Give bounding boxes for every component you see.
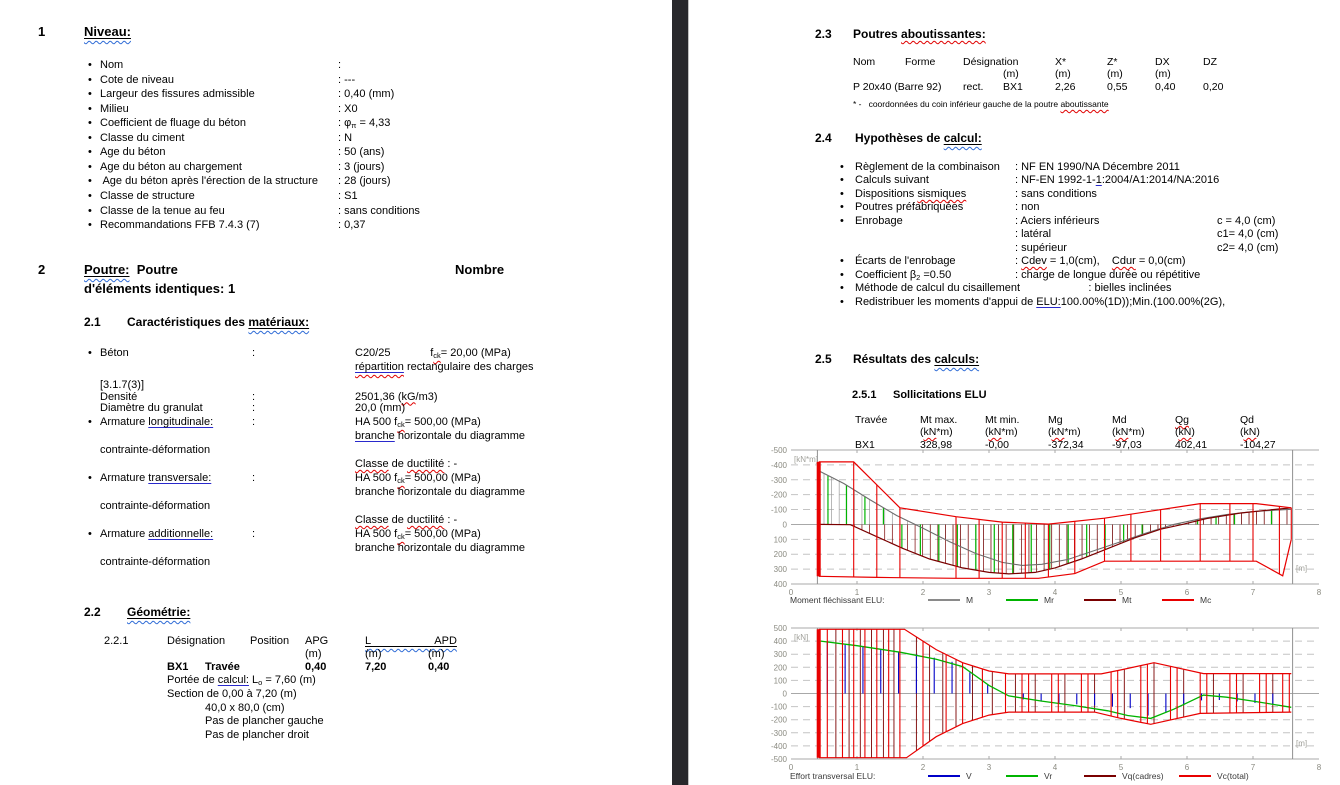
list-item: • Redistribuer les moments d'appui de ELU:100.00%(1D));Min.(100.00%(2G), [840, 295, 1226, 308]
svg-text:6: 6 [1184, 588, 1190, 597]
bullet-icon: • [840, 295, 844, 308]
bullet-icon: • [88, 102, 92, 115]
svg-text:400: 400 [773, 637, 787, 647]
table-cell: Travée [855, 414, 888, 426]
list-item: • Dispositions sismiques : sans conditions [840, 187, 1097, 200]
section-2-5-1-heading: Sollicitations ELU [893, 389, 987, 401]
svg-text:-100: -100 [770, 505, 787, 515]
table-cell: 0,40 [1155, 81, 1176, 93]
bullet-icon: • [840, 201, 844, 214]
section-2-5-number: 2.5 [815, 352, 832, 366]
table-cell: Pas de plancher gauche [205, 715, 324, 727]
table-cell: Forme [905, 56, 936, 68]
table-cell: Pas de plancher droit [205, 728, 309, 741]
list-item: • Calculs suivant : NF-EN 1992-1-1:2004/A1:2014/NA:2016 [840, 174, 1220, 187]
table-cell: (m) [1055, 68, 1071, 80]
section-2-heading-nombre: Nombre [455, 262, 505, 277]
svg-text:300: 300 [773, 565, 787, 575]
bullet-icon: • [840, 161, 844, 173]
list-item: • Age du béton : 50 (ans) [88, 146, 385, 159]
bullet-icon: • [840, 214, 844, 227]
bullet-icon: • [840, 174, 844, 187]
list-item: • Armature additionnelle: : HA 500 $f_{ck}= 500,00$ (MPa) [88, 528, 481, 541]
table-cell: (kN*m) [1112, 426, 1145, 438]
table-cell: APG [305, 635, 329, 647]
svg-text:-200: -200 [770, 490, 787, 500]
table-cell: (m) [365, 647, 382, 660]
bullet-icon: • [840, 282, 844, 295]
svg-text:100: 100 [773, 676, 787, 686]
bullet-icon: • [840, 187, 844, 200]
bullet-icon: • [88, 219, 92, 232]
svg-text:1: 1 [854, 588, 860, 597]
section-2-1-number: 2.1 [84, 315, 101, 329]
table-cell: P 20x40 (Barre 92) [853, 81, 942, 93]
bullet-icon: • [88, 88, 92, 101]
svg-text:-500: -500 [770, 446, 787, 455]
svg-text:[kN*m]: [kN*m] [794, 455, 818, 464]
table-cell: -372,34 [1048, 439, 1084, 451]
legend-line-swatch [928, 775, 960, 777]
svg-text:100: 100 [773, 535, 787, 545]
table-cell: Mt min. [985, 414, 1020, 426]
svg-text:[m]: [m] [1296, 739, 1308, 748]
section-1-number: 1 [38, 24, 46, 39]
legend-item: Mt [1084, 595, 1162, 605]
legend-line-swatch [928, 599, 960, 601]
section-2-4-number: 2.4 [815, 131, 832, 145]
bullet-icon: • [88, 204, 92, 217]
list-item: • Règlement de la combinaison : NF EN 1990/NA Décembre 2011 [840, 161, 1180, 173]
table-cell: (kN) [1240, 426, 1260, 438]
table-cell: 328,98 [920, 439, 953, 451]
bullet-icon: • [88, 472, 92, 484]
chart2-svg [740, 621, 1340, 773]
list-item: branche horizontale du diagramme [355, 486, 525, 498]
section-1-heading: Niveau: [84, 24, 131, 39]
list-item: Diamètre du granulat : 20,0 (mm) [100, 402, 406, 414]
svg-text:1: 1 [854, 763, 860, 772]
report-page-right [689, 0, 1340, 785]
table-cell: 0,55 [1107, 81, 1128, 93]
section-2-2-number: 2.2 [84, 605, 101, 619]
legend-item: Mr [1006, 595, 1084, 605]
legend-line-swatch [1179, 775, 1211, 777]
svg-text:0: 0 [788, 588, 794, 597]
svg-text:5: 5 [1118, 588, 1124, 597]
shear-chart [740, 621, 1340, 773]
list-item: contrainte-déformation [100, 500, 211, 512]
svg-text:2: 2 [920, 763, 926, 772]
svg-text:4: 4 [1052, 588, 1058, 597]
moment-chart [740, 446, 1340, 598]
list-item: • Béton : C20/25 $f_{ck}= 20,00$ (MPa) [88, 347, 511, 360]
list-item: • Age du béton au chargement : 3 (jours) [88, 160, 385, 173]
bullet-icon: • [88, 189, 92, 202]
table-cell: 7,20 [365, 660, 387, 673]
table-cell: Désignation [963, 56, 1019, 68]
svg-text:5: 5 [1118, 763, 1124, 772]
table-cell: Mt max. [920, 414, 958, 426]
table-cell: (m) [1155, 68, 1171, 80]
section-2-5-1-number: 2.5.1 [852, 389, 877, 401]
list-item: • Armature transversale: : HA 500 $f_{ck}= 500,00$ (MPa) [88, 472, 481, 485]
table-cell: -97,03 [1112, 439, 1142, 451]
svg-text:3: 3 [986, 588, 992, 597]
legend-line-swatch [1084, 599, 1116, 601]
list-item: contrainte-déformation [100, 444, 211, 456]
svg-text:0: 0 [782, 689, 787, 699]
bullet-icon: • [840, 268, 844, 281]
legend-line-swatch [1084, 775, 1116, 777]
table-cell: (kN*m) [985, 426, 1018, 438]
table-cell: rect. [963, 81, 984, 93]
table-cell: Position [250, 635, 290, 647]
list-item: • Classe de structure : S1 [88, 189, 358, 202]
bullet-icon: • [88, 131, 92, 144]
table-cell: BX1 [1003, 81, 1023, 93]
moment-chart-legend [790, 595, 1240, 605]
legend-label: Moment fléchissant ELU: [790, 595, 885, 605]
svg-text:-200: -200 [770, 715, 787, 725]
svg-text:500: 500 [773, 624, 787, 633]
table-cell: (m) [1003, 68, 1019, 80]
table-cell: (kN) [1175, 426, 1195, 438]
list-item: : latéral c1= 4,0 (cm) [1015, 228, 1279, 241]
elu-forces-table [689, 0, 1340, 460]
table-cell: Section de 0,00 à 7,20 (m) [167, 688, 297, 700]
list-item: branche horizontale du diagramme [355, 430, 526, 442]
table-cell: 0,40 [428, 660, 450, 673]
list-item: • Coefficient de fluage du béton : $\varphi_\pi = 4,33$ [88, 117, 391, 131]
list-item: • Armature longitudinale: : HA 500 $f_{ck}= 500,00$ (MPa) [88, 416, 481, 429]
section-2-4-heading: Hypothèses de calcul: [855, 131, 982, 145]
svg-text:200: 200 [773, 663, 787, 673]
list-item: Classe de ductilité : - [355, 514, 458, 526]
svg-text:200: 200 [773, 550, 787, 560]
svg-text:-500: -500 [770, 755, 787, 764]
svg-text:300: 300 [773, 650, 787, 660]
table-cell: Qd [1240, 414, 1255, 426]
svg-text:0: 0 [788, 763, 794, 772]
table-cell: (m) [1107, 68, 1123, 80]
list-item: • Largeur des fissures admissible : 0,40 (mm) [88, 88, 395, 101]
bullet-icon: • [88, 528, 92, 540]
table-cell: (m) [305, 647, 322, 660]
svg-text:4: 4 [1052, 763, 1058, 772]
table-cell: 40,0 x 80,0 (cm) [205, 701, 285, 714]
table-cell: Portée de calcul: $L_o = 7,60$ (m) [167, 674, 316, 687]
list-item: • Nom : [88, 59, 342, 71]
list-item: • Coefficient $\beta_2 =0.50$ : charge de longue durée ou répétitive [840, 268, 1201, 282]
svg-text:6: 6 [1184, 763, 1190, 772]
legend-item: M [928, 595, 1006, 605]
table-cell: 2.2.1 [104, 635, 129, 647]
bullet-icon: • [88, 73, 92, 86]
bullet-icon: • [840, 255, 844, 268]
legend-item: Vq(cadres) [1084, 771, 1179, 781]
list-item: • Écarts de l'enrobage : Cdev = 1,0(cm), Cdur = 0,0(cm) [840, 255, 1186, 268]
table-cell: 2,26 [1055, 81, 1076, 93]
svg-text:-400: -400 [770, 460, 787, 470]
list-item: Densité : 2501,36 (kG/m3) [100, 390, 438, 403]
legend-item: Vc(total) [1179, 771, 1274, 781]
list-item: branche horizontale du diagramme [355, 542, 525, 554]
table-cell: (m) [428, 647, 445, 660]
section-2-heading: Poutre: Poutre [84, 262, 178, 277]
svg-text:[kN]: [kN] [794, 633, 809, 642]
list-item: [3.1.7(3)] [100, 379, 145, 391]
svg-text:2: 2 [920, 588, 926, 597]
svg-text:7: 7 [1250, 588, 1256, 597]
legend-item: Vr [1006, 771, 1084, 781]
table-cell: (kN*m) [920, 426, 953, 438]
list-item: : supérieur c2= 4,0 (cm) [1015, 241, 1279, 254]
table-cell: BX1 [167, 660, 189, 673]
section-2-5-heading: Résultats des calculs: [853, 352, 980, 366]
svg-text:-400: -400 [770, 741, 787, 751]
legend-line-swatch [1006, 775, 1038, 777]
table-cell: -104,27 [1240, 439, 1276, 451]
section-2-2-heading: Géométrie: [127, 605, 191, 619]
section-2-number: 2 [38, 262, 46, 277]
bullet-icon: • [88, 146, 92, 159]
legend-label: Effort transversal ELU: [790, 771, 876, 781]
svg-text:7: 7 [1250, 763, 1256, 772]
bullet-icon: • [88, 347, 92, 359]
section-2-3-heading: Poutres aboutissantes: [853, 27, 986, 41]
table-cell: 0,40 [305, 660, 327, 673]
table-cell: Md [1112, 414, 1127, 426]
svg-text:-100: -100 [770, 702, 787, 712]
section-2-heading-line2: d'éléments identiques: 1 [84, 281, 236, 296]
table-cell: -0,00 [985, 439, 1009, 451]
shear-chart-legend [790, 771, 1274, 781]
list-item: contrainte-déformation [100, 556, 211, 568]
table-cell: Z* [1107, 56, 1118, 68]
page-divider [672, 0, 689, 785]
svg-text:400: 400 [773, 580, 787, 589]
svg-text:0: 0 [782, 520, 787, 530]
list-item: • Recommandations FFB 7.4.3 (7) : 0,37 [88, 219, 366, 232]
list-item: • Enrobage : Aciers inférieurs c = 4,0 (cm) [840, 214, 1276, 227]
svg-text:8: 8 [1316, 763, 1322, 772]
list-item: • Méthode de calcul du cisaillement : bielles inclinées [840, 282, 1172, 295]
bullet-icon: • [88, 160, 92, 173]
list-item: répartition rectangulaire des charges [355, 361, 534, 373]
list-item: • Classe de la tenue au feu : sans conditions [88, 204, 420, 217]
chart1-svg [740, 446, 1340, 598]
table-cell: DZ [1203, 56, 1217, 68]
list-item: • Milieu : X0 [88, 102, 358, 115]
svg-text:-300: -300 [770, 475, 787, 485]
list-item: • Classe du ciment : N [88, 131, 353, 144]
list-item: • Poutres préfabriquées : non [840, 201, 1040, 214]
svg-text:-300: -300 [770, 728, 787, 738]
table-cell: Nom [853, 56, 876, 68]
table-cell: (kN*m) [1048, 426, 1081, 438]
table-cell: Mg [1048, 414, 1063, 426]
svg-text:[m]: [m] [1296, 564, 1308, 573]
legend-line-swatch [1006, 599, 1038, 601]
table-cell: X* [1055, 56, 1067, 68]
bullet-icon: • [88, 416, 92, 428]
table-cell: 402,41 [1175, 439, 1208, 451]
bullet-icon: • [88, 175, 92, 188]
bullet-icon: • [88, 59, 92, 71]
section-2-1-heading: Caractéristiques des matériaux: [127, 315, 310, 329]
list-item: Classe de ductilité : - [355, 458, 458, 470]
bullet-icon: • [88, 117, 92, 130]
table-cell: BX1 [855, 439, 875, 451]
legend-line-swatch [1162, 599, 1194, 601]
table-cell: Désignation [167, 635, 226, 647]
table-cell: 0,20 [1203, 81, 1224, 93]
table-footnote: * - coordonnées du coin inférieur gauche de la poutre aboutissante [853, 99, 1109, 109]
svg-text:8: 8 [1316, 588, 1322, 597]
list-item: • Age du béton après l'érection de la structure : 28 (jours) [88, 175, 391, 188]
section-2-3-number: 2.3 [815, 27, 832, 41]
legend-item: V [928, 771, 1006, 781]
list-item: • Cote de niveau : --- [88, 73, 356, 86]
table-cell: L APD [365, 635, 457, 647]
table-cell: Qg [1175, 414, 1190, 426]
table-cell: DX [1155, 56, 1170, 68]
table-cell: Travée [205, 660, 240, 673]
svg-text:3: 3 [986, 763, 992, 772]
legend-item: Mc [1162, 595, 1240, 605]
